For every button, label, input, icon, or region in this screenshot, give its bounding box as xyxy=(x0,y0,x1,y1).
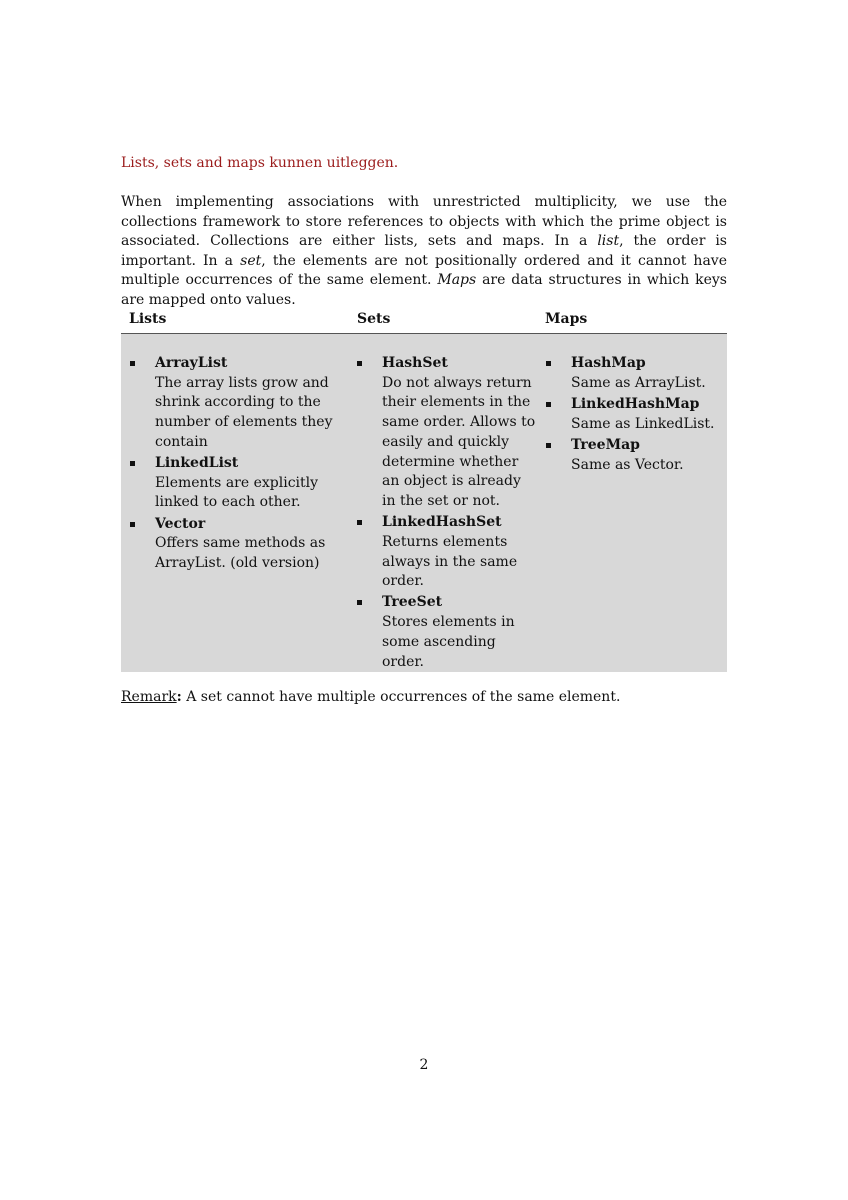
item-description: Same as ArrayList. xyxy=(571,374,706,391)
item-name: HashSet xyxy=(382,355,448,371)
intro-text-1: When implementing associations with unrestricted multiplicity, we use the collections framework to store references to objects with which the prime object is associated. Collections are either lists, sets and maps. In a xyxy=(121,194,727,250)
list-item xyxy=(356,354,536,512)
item-description: Returns elements always in the same order. xyxy=(382,533,518,590)
maps-column xyxy=(545,354,725,477)
item-description: Same as Vector. xyxy=(571,456,684,473)
intro-emphasis-set: set xyxy=(240,252,262,269)
item-description: Offers same methods as ArrayList. (old version) xyxy=(155,535,326,572)
list-item xyxy=(545,436,725,475)
list-item xyxy=(545,354,725,393)
list-item xyxy=(129,354,339,453)
remark-label: Remark xyxy=(121,689,177,705)
bullet-icon xyxy=(357,600,362,605)
list-item xyxy=(545,395,725,434)
intro-text-4: are data structures in which keys are mapped onto values. xyxy=(121,272,727,308)
item-description: The array lists grow and shrink according to the number of elements they contain xyxy=(155,374,333,450)
item-name: LinkedHashSet xyxy=(382,514,502,531)
item-name: HashMap xyxy=(571,355,646,371)
sets-column xyxy=(356,354,536,674)
item-description: Do not always return their elements in the same order. Allows to easily and quickly determine whether an object is already in the set or not. xyxy=(382,374,536,509)
intro-text-2: , the order is important. In a xyxy=(121,233,727,269)
item-name: ArrayList xyxy=(155,355,228,371)
item-description: Stores elements in some ascending order. xyxy=(382,614,515,670)
bullet-icon xyxy=(130,361,135,366)
header-sets: Sets xyxy=(357,311,391,327)
bullet-icon xyxy=(357,361,362,366)
bullet-icon xyxy=(357,520,362,525)
lists-column xyxy=(129,354,339,575)
item-description: Same as LinkedList. xyxy=(571,415,715,432)
item-name: LinkedHashMap xyxy=(571,395,700,412)
header-maps: Maps xyxy=(545,311,588,327)
list-item xyxy=(129,515,339,574)
list-item xyxy=(129,454,339,513)
collections-table xyxy=(121,308,727,672)
remark-note xyxy=(121,689,620,705)
item-description: Elements are explicitly linked to each other. xyxy=(155,474,319,511)
item-name: TreeMap xyxy=(571,436,640,453)
intro-emphasis-maps: Maps xyxy=(437,272,477,289)
intro-emphasis-list: list xyxy=(597,233,620,250)
section-heading: Lists, sets and maps kunnen uitleggen. xyxy=(121,155,399,171)
remark-text: A set cannot have multiple occurrences of the same element. xyxy=(181,689,621,705)
bullet-icon xyxy=(130,522,135,527)
bullet-icon xyxy=(130,461,135,466)
bullet-icon xyxy=(546,402,551,407)
table-body xyxy=(121,334,727,672)
list-item xyxy=(356,513,536,592)
bullet-icon xyxy=(546,361,551,366)
intro-paragraph xyxy=(121,193,727,311)
intro-text-3: , the elements are not positionally ordered and it cannot have multiple occurrences of the same element. xyxy=(121,252,727,289)
item-name: LinkedList xyxy=(155,455,239,472)
item-name: TreeSet xyxy=(382,594,443,611)
bullet-icon xyxy=(546,443,551,448)
page-number: 2 xyxy=(419,1057,429,1073)
item-name: Vector xyxy=(155,515,206,532)
remark-colon: : xyxy=(176,689,182,705)
table-header-row xyxy=(121,308,727,334)
header-lists: Lists xyxy=(129,311,167,327)
list-item xyxy=(356,593,536,672)
